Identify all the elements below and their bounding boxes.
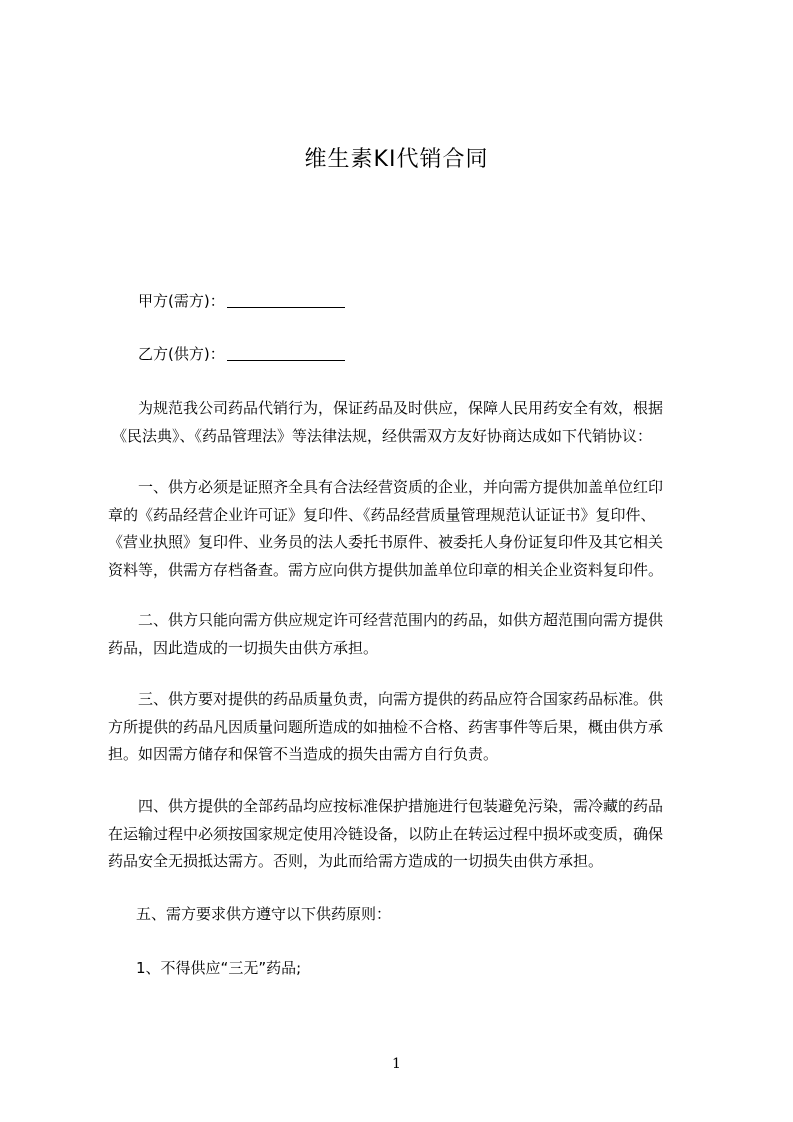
clause-4-line-2: 在运输过程中必须按国家规定使用冷链设备，以防止在转运过程中损坏或变质，确保: [108, 824, 664, 843]
clause-3-line-3: 担。如因需方储存和保管不当造成的损失由需方自行负责。: [108, 745, 499, 763]
party-b-line: [138, 344, 345, 364]
party-b-blank: [227, 346, 345, 361]
principle-item-1: 1、不得供应“三无”药品;: [136, 959, 302, 977]
clause-1-line-1: 一、供方必须是证照齐全具有合法经营资质的企业，并向需方提供加盖单位红印: [138, 478, 664, 496]
clause-5: 五、需方要求供方遵守以下供药原则：: [136, 905, 392, 923]
clause-1: [100, 474, 698, 584]
document-title: 维生素KI代销合同: [304, 147, 489, 172]
page-number: 1: [392, 1056, 401, 1072]
intro-line-2: 《民法典》、《药品管理法》等法律法规，经供需双方友好协商达成如下代销协议：: [112, 426, 653, 445]
intro-paragraph: [100, 395, 698, 450]
clause-3-line-2: 方所提供的药品凡因质量问题所造成的如抽检不合格、药害事件等后果，概由供方承: [108, 717, 664, 736]
clause-2-line-2: 药品，因此造成的一切损失由供方承担。: [108, 638, 379, 657]
clause-1-line-3: 《营业执照》复印件、业务员的法人委托书原件、被委托人身份证复印件及其它相关: [108, 533, 664, 551]
intro-line-1: 为规范我公司药品代销行为，保证药品及时供应，保障人民用药安全有效，根据: [138, 399, 664, 417]
clause-4-line-3: 药品安全无损抵达需方。否则，为此而给需方造成的一切损失由供方承担。: [108, 852, 604, 870]
clause-4: [100, 793, 698, 876]
party-a-blank: [227, 293, 345, 308]
party-a-label: 甲方(需方)：: [138, 292, 225, 310]
clause-2-line-1: 二、供方只能向需方供应规定许可经营范围内的药品，如供方超范围向需方提供: [138, 611, 664, 629]
clause-1-line-2: 章的《药品经营企业许可证》复印件、《药品经营质量管理规范认证证书》复印件、: [108, 505, 656, 524]
clause-3: [100, 686, 698, 769]
party-a-line: [138, 291, 345, 311]
clause-1-line-4: 资料等，供需方存档备查。需方应向供方提供加盖单位印章的相关企业资料复印件。: [108, 560, 664, 579]
clause-3-line-1: 三、供方要对提供的药品质量负责，向需方提供的药品应符合国家药品标准。供: [138, 690, 664, 708]
clause-2: [100, 607, 698, 662]
clause-4-line-1: 四、供方提供的全部药品均应按标准保护措施进行包装避免污染，需冷藏的药品: [138, 797, 664, 815]
party-b-label: 乙方(供方)：: [138, 345, 225, 363]
